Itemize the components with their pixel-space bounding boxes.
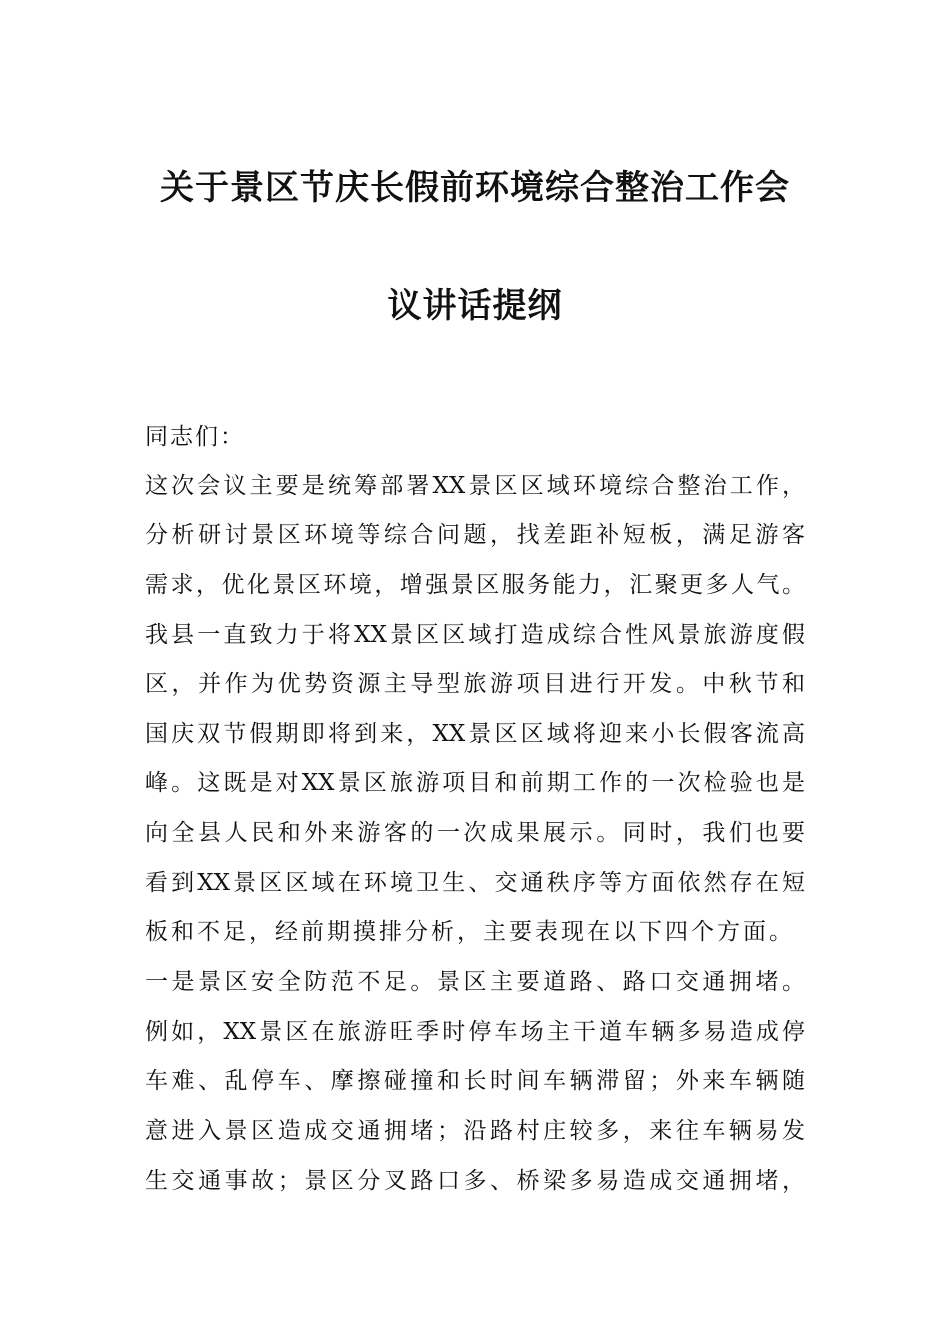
body-line: 例如，XX景区在旅游旺季时停车场主干道车辆多易造成停 [145,1019,805,1045]
body-line: 国庆双节假期即将到来，XX景区区域将迎来小长假客流高 [145,721,805,747]
body-line: 意进入景区造成交通拥堵；沿路村庄较多，来往车辆易发 [145,1118,805,1144]
body-line: 分析研讨景区环境等综合问题，找差距补短板，满足游客 [145,522,805,548]
body-line: 一是景区安全防范不足。景区主要道路、路口交通拥堵。 [145,969,805,995]
document-title-line-1: 关于景区节庆长假前环境综合整治工作会 [160,168,790,208]
body-line: 看到XX景区区域在环境卫生、交通秩序等方面依然存在短 [145,870,805,896]
body-line: 峰。这既是对XX景区旅游项目和前期工作的一次检验也是 [145,770,805,796]
body-line: 板和不足，经前期摸排分析，主要表现在以下四个方面。 [145,919,795,945]
document-title-line-2: 议讲话提纲 [387,286,563,326]
salutation: 同志们： [145,424,245,450]
body-line: 向全县人民和外来游客的一次成果展示。同时，我们也要 [145,820,805,846]
body-line: 区，并作为优势资源主导型旅游项目进行开发。中秋节和 [145,671,805,697]
body-line: 我县一直致力于将XX景区区域打造成综合性风景旅游度假 [145,622,805,648]
body-line: 生交通事故；景区分叉路口多、桥梁多易造成交通拥堵， [145,1168,805,1194]
body-line: 需求，优化景区环境，增强景区服务能力，汇聚更多人气。 [145,572,805,598]
body-line: 车难、乱停车、摩擦碰撞和长时间车辆滞留；外来车辆随 [145,1068,805,1094]
body-line: 这次会议主要是统筹部署XX景区区域环境综合整治工作， [145,473,805,499]
